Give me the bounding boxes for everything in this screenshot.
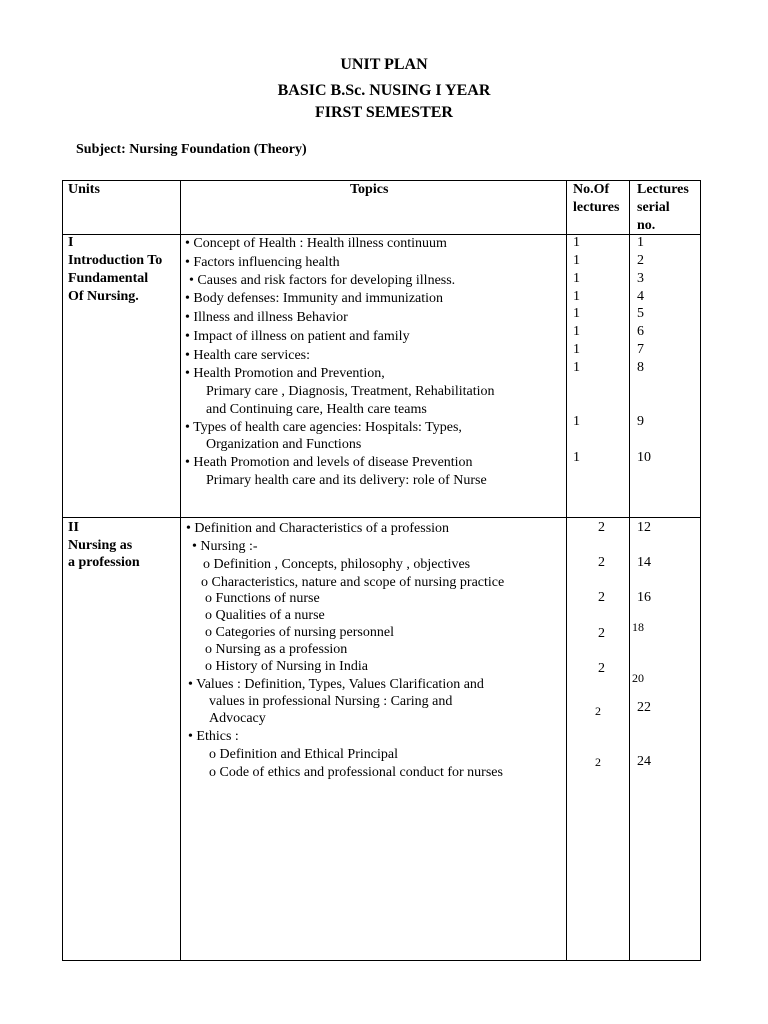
unit2-serial-no: 22 — [637, 700, 651, 715]
unit2-lecture-count: 2 — [595, 755, 601, 769]
table-border-left — [62, 180, 63, 961]
unit1-topic-continued: Primary care , Diagnosis, Treatment, Rehabilitation — [206, 384, 495, 399]
unit1-topic: • Causes and risk factors for developing illness. — [189, 273, 456, 288]
unit1-serial-no: 3 — [637, 271, 644, 286]
unit2-subtopic: o Categories of nursing personnel — [205, 625, 394, 640]
unit1-serial-no: 8 — [637, 360, 644, 375]
unit1-serial-no: 2 — [637, 253, 644, 268]
subject-line: Subject: Nursing Foundation (Theory) — [76, 142, 307, 157]
unit1-topic: • Types of health care agencies: Hospitals: Types, — [185, 420, 462, 435]
unit2-topic: • Definition and Characteristics of a profession — [186, 521, 450, 536]
table-border-right — [700, 180, 701, 961]
unit1-lecture-count: 1 — [573, 360, 580, 375]
header-num-lectures-2: lectures — [573, 200, 620, 215]
unit1-lecture-count: 1 — [573, 342, 580, 357]
unit2-subtopic: o Qualities of a nurse — [205, 608, 325, 623]
unit2-serial-no: 12 — [637, 520, 651, 535]
unit2-topic: • Ethics : — [188, 729, 239, 744]
unit2-subtopic: o Functions of nurse — [205, 591, 320, 606]
table-divider-units — [180, 180, 181, 961]
header-serial-1: Lectures — [637, 182, 689, 197]
unit2-label-line: Nursing as — [68, 538, 133, 553]
doc-title-line-3: FIRST SEMESTER — [315, 104, 453, 121]
unit1-serial-no: 5 — [637, 306, 644, 321]
unit1-lecture-count: 1 — [573, 306, 580, 321]
unit2-topic: • Values : Definition, Types, Values Clarification and — [188, 677, 484, 692]
unit1-topic-continued: Primary health care and its delivery: role of Nurse — [206, 473, 487, 488]
unit1-label-line: Of Nursing. — [68, 289, 139, 304]
unit1-topic: • Illness and illness Behavior — [185, 310, 348, 325]
unit1-topic: • Health Promotion and Prevention, — [185, 366, 385, 381]
table-divider-lectures — [629, 180, 630, 961]
unit1-topic: • Concept of Health : Health illness continuum — [185, 236, 447, 251]
unit2-serial-no: 14 — [637, 555, 651, 570]
unit2-topic: • Nursing :- — [192, 539, 258, 554]
doc-title-line-1: UNIT PLAN — [340, 56, 428, 73]
unit1-serial-no: 9 — [637, 414, 644, 429]
header-num-lectures-1: No.Of — [573, 182, 610, 197]
unit1-lecture-count: 1 — [573, 324, 580, 339]
unit1-serial-no: 6 — [637, 324, 644, 339]
unit2-subtopic: o History of Nursing in India — [205, 659, 368, 674]
unit1-label-line: I — [68, 235, 74, 250]
unit2-lecture-count: 2 — [598, 555, 605, 570]
unit1-lecture-count: 1 — [573, 235, 580, 250]
unit-divider — [62, 517, 701, 518]
table-divider-topics — [566, 180, 567, 961]
unit1-serial-no: 10 — [637, 450, 651, 465]
unit2-lecture-count: 2 — [598, 520, 605, 535]
header-serial-3: no. — [637, 218, 656, 233]
header-topics: Topics — [350, 182, 389, 197]
header-units: Units — [68, 182, 100, 197]
table-border-bottom — [62, 960, 701, 961]
unit1-lecture-count: 1 — [573, 450, 580, 465]
unit1-label-line: Fundamental — [68, 271, 149, 286]
unit2-subtopic: o Code of ethics and professional conduct for nurses — [209, 765, 503, 780]
unit2-lecture-count: 2 — [598, 590, 605, 605]
unit2-subtopic: o Nursing as a profession — [205, 642, 348, 657]
unit1-label-line: Introduction To — [68, 253, 163, 268]
unit1-lecture-count: 1 — [573, 414, 580, 429]
unit1-serial-no: 1 — [637, 235, 644, 250]
unit2-subtopic: o Characteristics, nature and scope of nursing practice — [201, 575, 505, 590]
unit1-topic-continued: Organization and Functions — [206, 437, 362, 452]
unit2-serial-no: 24 — [637, 754, 651, 769]
unit1-lecture-count: 1 — [573, 289, 580, 304]
unit1-topic: • Factors influencing health — [185, 255, 340, 270]
header-serial-2: serial — [637, 200, 670, 215]
unit2-serial-no: 20 — [632, 671, 644, 685]
unit2-subtopic: o Definition , Concepts, philosophy , objectives — [203, 557, 471, 572]
unit2-serial-no: 18 — [632, 620, 644, 634]
unit1-serial-no: 4 — [637, 289, 644, 304]
unit1-lecture-count: 1 — [573, 271, 580, 286]
unit1-topic: • Impact of illness on patient and family — [185, 329, 410, 344]
unit2-topic-continued: values in professional Nursing : Caring and — [209, 694, 453, 709]
unit2-lecture-count: 2 — [598, 626, 605, 641]
unit2-lecture-count: 2 — [598, 661, 605, 676]
unit2-serial-no: 16 — [637, 590, 651, 605]
unit1-topic-continued: and Continuing care, Health care teams — [206, 402, 427, 417]
unit1-topic: • Body defenses: Immunity and immunization — [185, 291, 444, 306]
unit2-lecture-count: 2 — [595, 704, 601, 718]
doc-title-line-2: BASIC B.Sc. NUSING I YEAR — [277, 82, 491, 99]
unit2-topic-continued: Advocacy — [209, 711, 266, 726]
unit1-topic: • Health care services: — [185, 348, 311, 363]
unit1-serial-no: 7 — [637, 342, 644, 357]
unit1-lecture-count: 1 — [573, 253, 580, 268]
unit2-label-line: a profession — [68, 555, 140, 570]
unit1-topic: • Heath Promotion and levels of disease Prevention — [185, 455, 473, 470]
unit2-subtopic: o Definition and Ethical Principal — [209, 747, 398, 762]
unit2-label-line: II — [68, 520, 79, 535]
